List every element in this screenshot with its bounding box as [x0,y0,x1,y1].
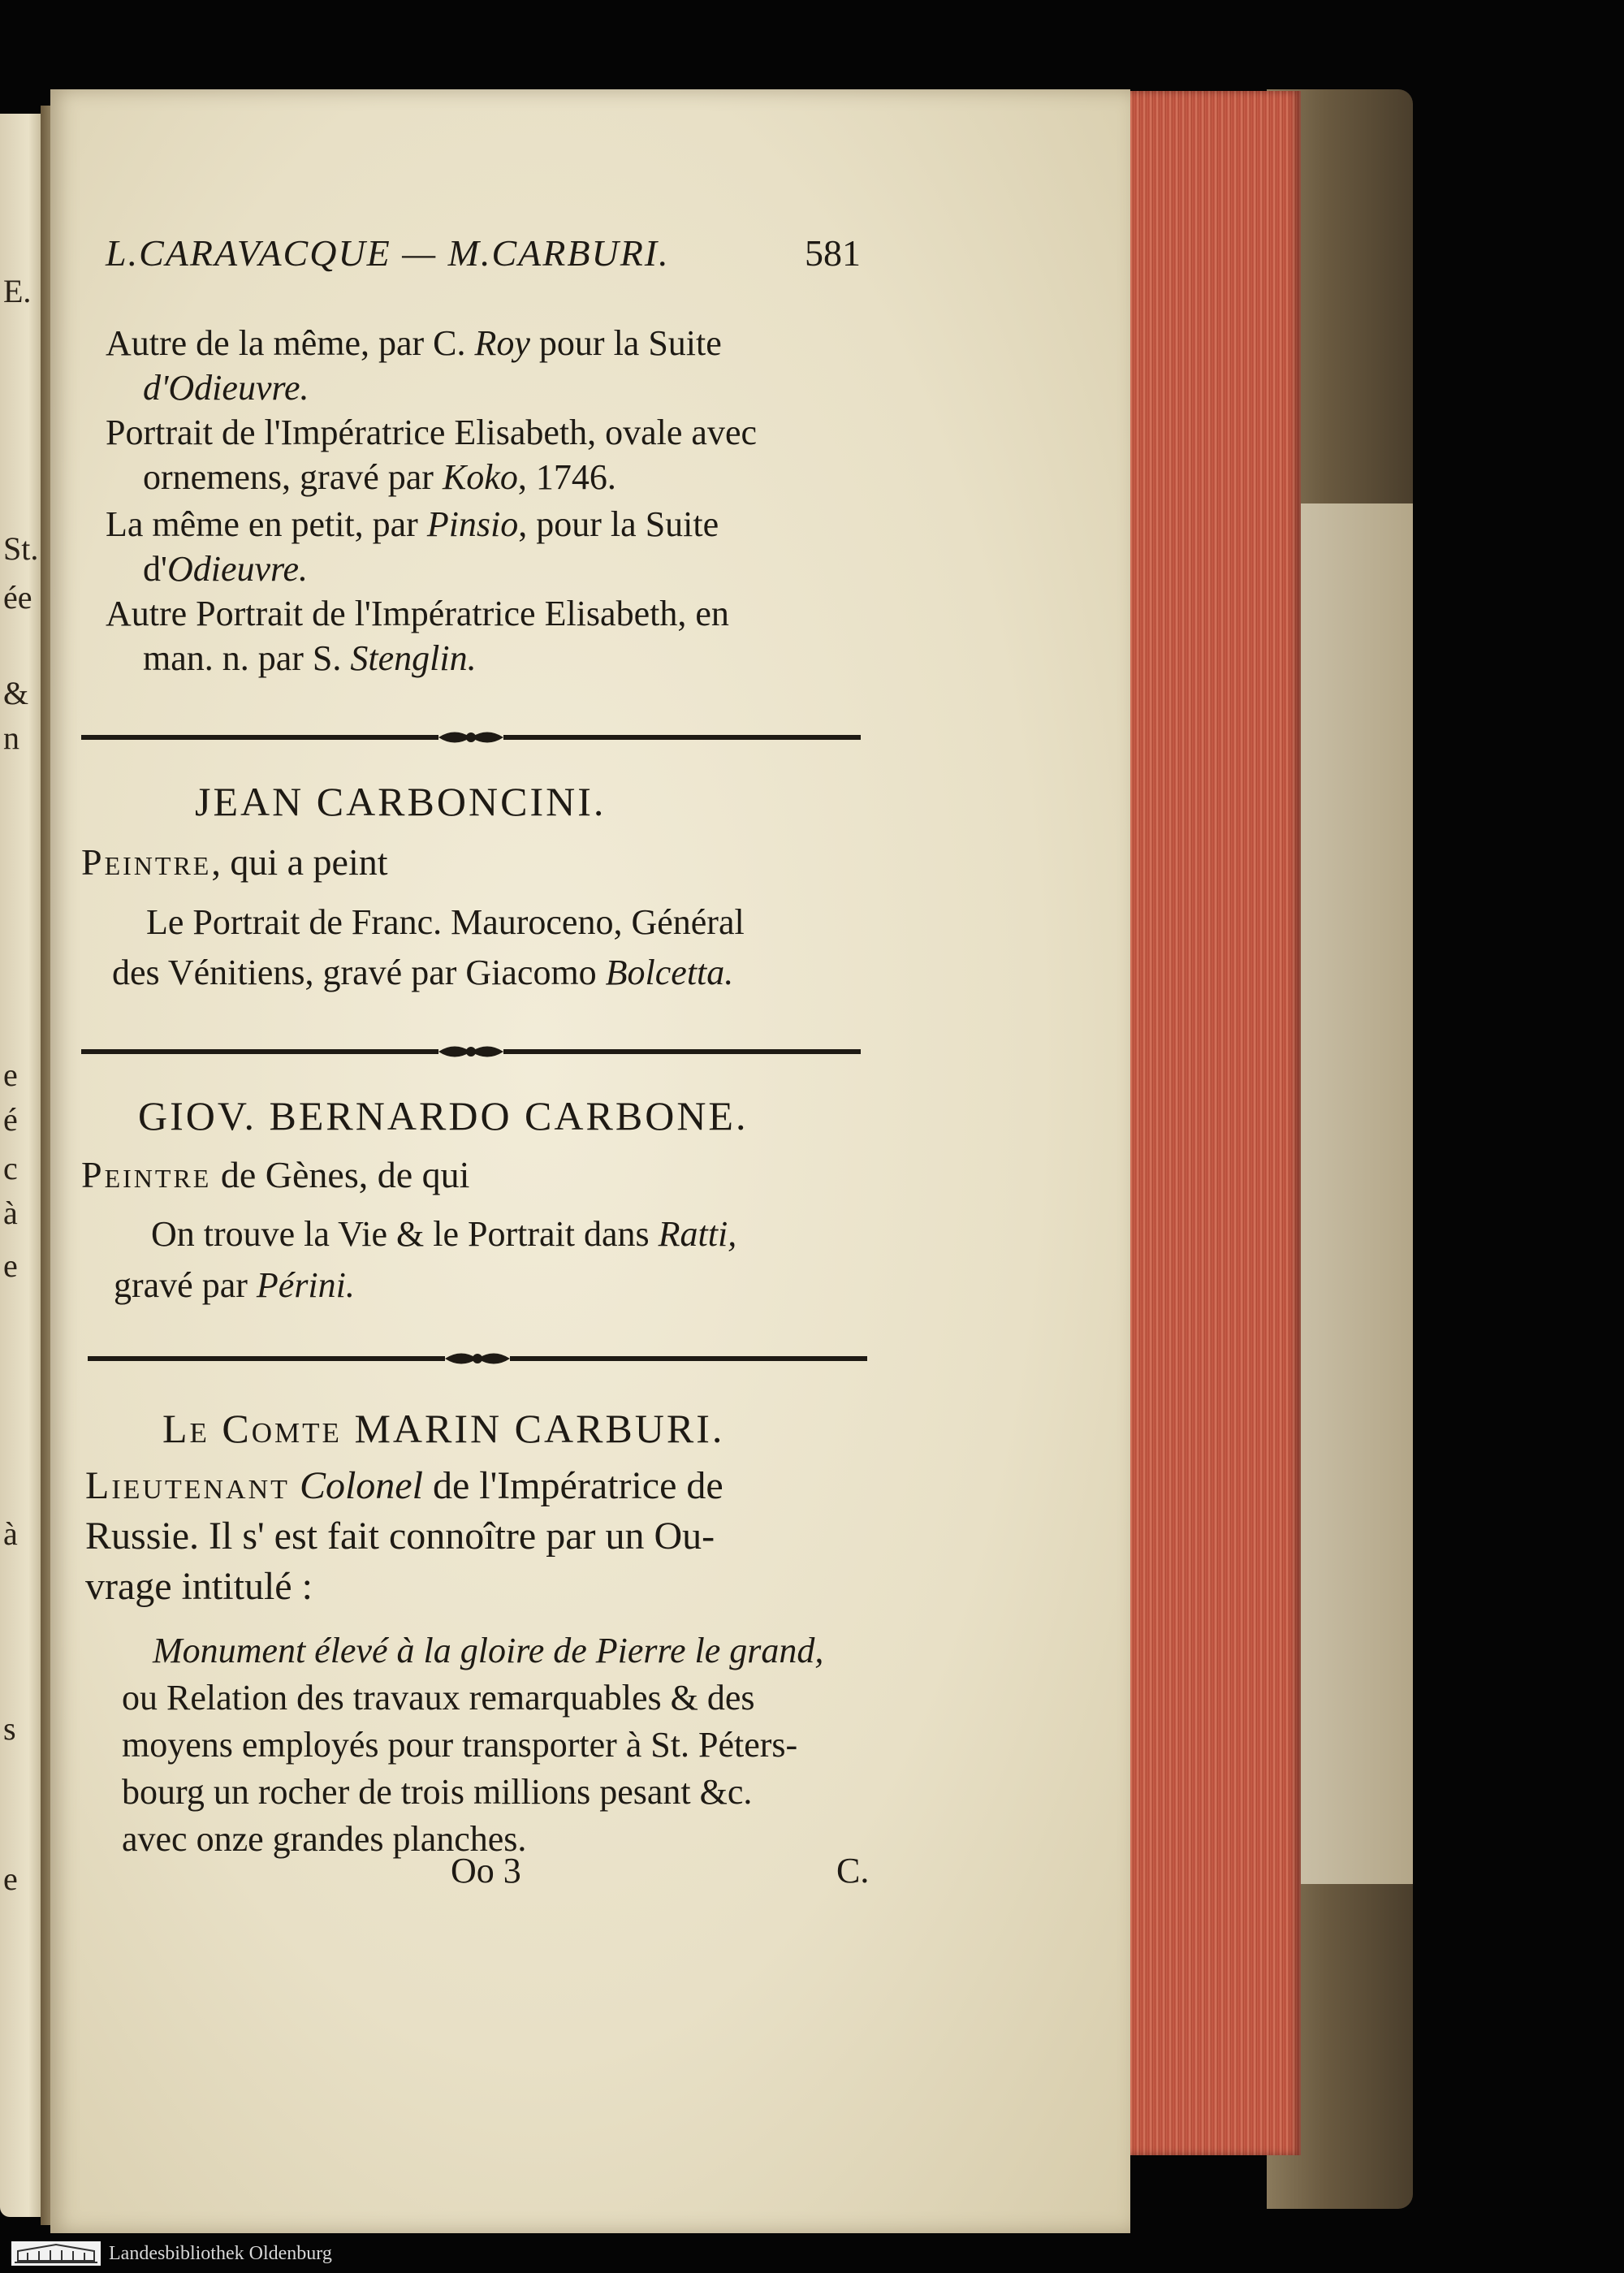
biography-text: de l'Impératrice de [422,1464,723,1507]
biography-line: vrage intitulé : [85,1565,313,1608]
role-text: de Gènes, de qui [211,1154,470,1195]
role-label: Peintre [81,1154,212,1195]
entry-text: ornemens, gravé par [143,457,443,497]
entry-first-line [106,502,719,547]
entry-text: Portrait de l'Impératrice Elisabeth, ovale avec [106,413,758,452]
running-head [106,231,861,280]
work-description: moyens employés pour transporter à St. Péters- [122,1725,798,1765]
left-fragment: é [3,1101,18,1138]
artist-heading: JEAN CARBONCINI. [195,779,607,824]
engraver-name: Koko [442,457,518,497]
description-line: des Vénitiens, gravé par Giacomo [112,953,606,992]
entry-text: , 1746. [517,457,616,497]
signature-mark: Oo 3 [451,1851,521,1891]
description-line: On trouve la Vie & le Portrait dans [151,1214,659,1254]
work-description: avec onze grandes planches. [122,1819,527,1859]
left-fragment: c [3,1150,18,1186]
role-label: Peintre [81,841,212,883]
artist-role-line [81,840,388,884]
entry-first-line [106,591,729,636]
left-fragment: ée [3,579,32,616]
left-fragment: n [3,719,19,756]
catalog-entry [106,410,757,499]
engraver-name: Roy [474,323,530,363]
entry-continuation [106,455,757,499]
entry-first-line [106,321,722,365]
engraver-name: Stenglin. [350,638,477,678]
role-text: , qui a peint [211,841,388,883]
artwork-description [146,900,745,945]
left-fragment: s [3,1710,16,1747]
entry-text: man. n. par S. [143,638,351,678]
entry-text: pour la Suite [529,323,722,363]
library-building-icon [11,2241,101,2266]
library-footer-bar [0,2235,1624,2273]
left-fragment: à [3,1515,18,1552]
catalog-entry [106,502,719,591]
description-line: Le Portrait de Franc. Mauroceno, Général [146,902,745,942]
description-line: gravé par [114,1265,257,1305]
left-fragment: St. [3,530,39,567]
rank-label: Lieutenant [85,1464,290,1507]
ornamental-divider [81,1041,861,1062]
left-fragment: E. [3,273,32,309]
library-name: Landesbibliothek Oldenburg [109,2243,332,2264]
source-name: Ratti, [658,1214,737,1254]
entry-text: Autre Portrait de l'Impératrice Elisabeth, en [106,594,729,633]
heading-name: MARIN CARBURI. [341,1406,725,1451]
catchword: C. [836,1851,870,1891]
ornamental-divider [81,727,861,748]
ornamental-divider [88,1348,867,1369]
series-name: d'Odieuvre. [143,368,309,408]
red-page-edge [1114,91,1301,2155]
work-description: bourg un rocher de trois millions pesant &c. [122,1772,753,1812]
entry-text: La même en petit, par [106,504,427,544]
rank-italic: Colonel [289,1464,423,1507]
work-title: Monument élevé à la gloire de Pierre le grand, [153,1631,824,1670]
catalog-entry [106,591,729,681]
left-fragment: e [3,1247,18,1284]
book-cover-band [1299,503,1413,1884]
entry-text: , pour la Suite [518,504,719,544]
entry-continuation [106,365,722,410]
biography-line: Russie. Il s' est fait connoître par un Ou- [85,1515,715,1558]
artist-heading: GIOV. BERNARDO CARBONE. [138,1093,749,1139]
artist-heading [162,1405,724,1452]
work-description: ou Relation des travaux remarquables & des [122,1678,755,1718]
left-fragment: & [3,675,29,711]
left-fragment: e [3,1860,18,1897]
heading-title: Le Comte [162,1406,342,1451]
engraver-name: Bolcetta. [605,953,734,992]
entry-text: d' [143,549,167,589]
artwork-description [114,1263,355,1308]
entry-continuation [106,636,729,681]
biography-line [85,1462,723,1510]
left-fragment: à [3,1195,18,1231]
entry-continuation [106,547,719,591]
running-head-title: L.CARAVACQUE — M.CARBURI. [106,232,670,274]
series-name: Odieuvre. [166,549,309,589]
engraver-name: Périni. [256,1265,355,1305]
entry-text: Autre de la même, par C. [106,323,475,363]
catalog-entry [106,321,722,410]
page-number: 581 [805,232,861,274]
entry-first-line [106,410,757,455]
engraver-name: Pinsio [426,504,519,544]
artwork-description [112,950,733,996]
artist-role-line [81,1153,469,1196]
left-fragment: e [3,1057,18,1093]
artwork-description [151,1212,736,1257]
